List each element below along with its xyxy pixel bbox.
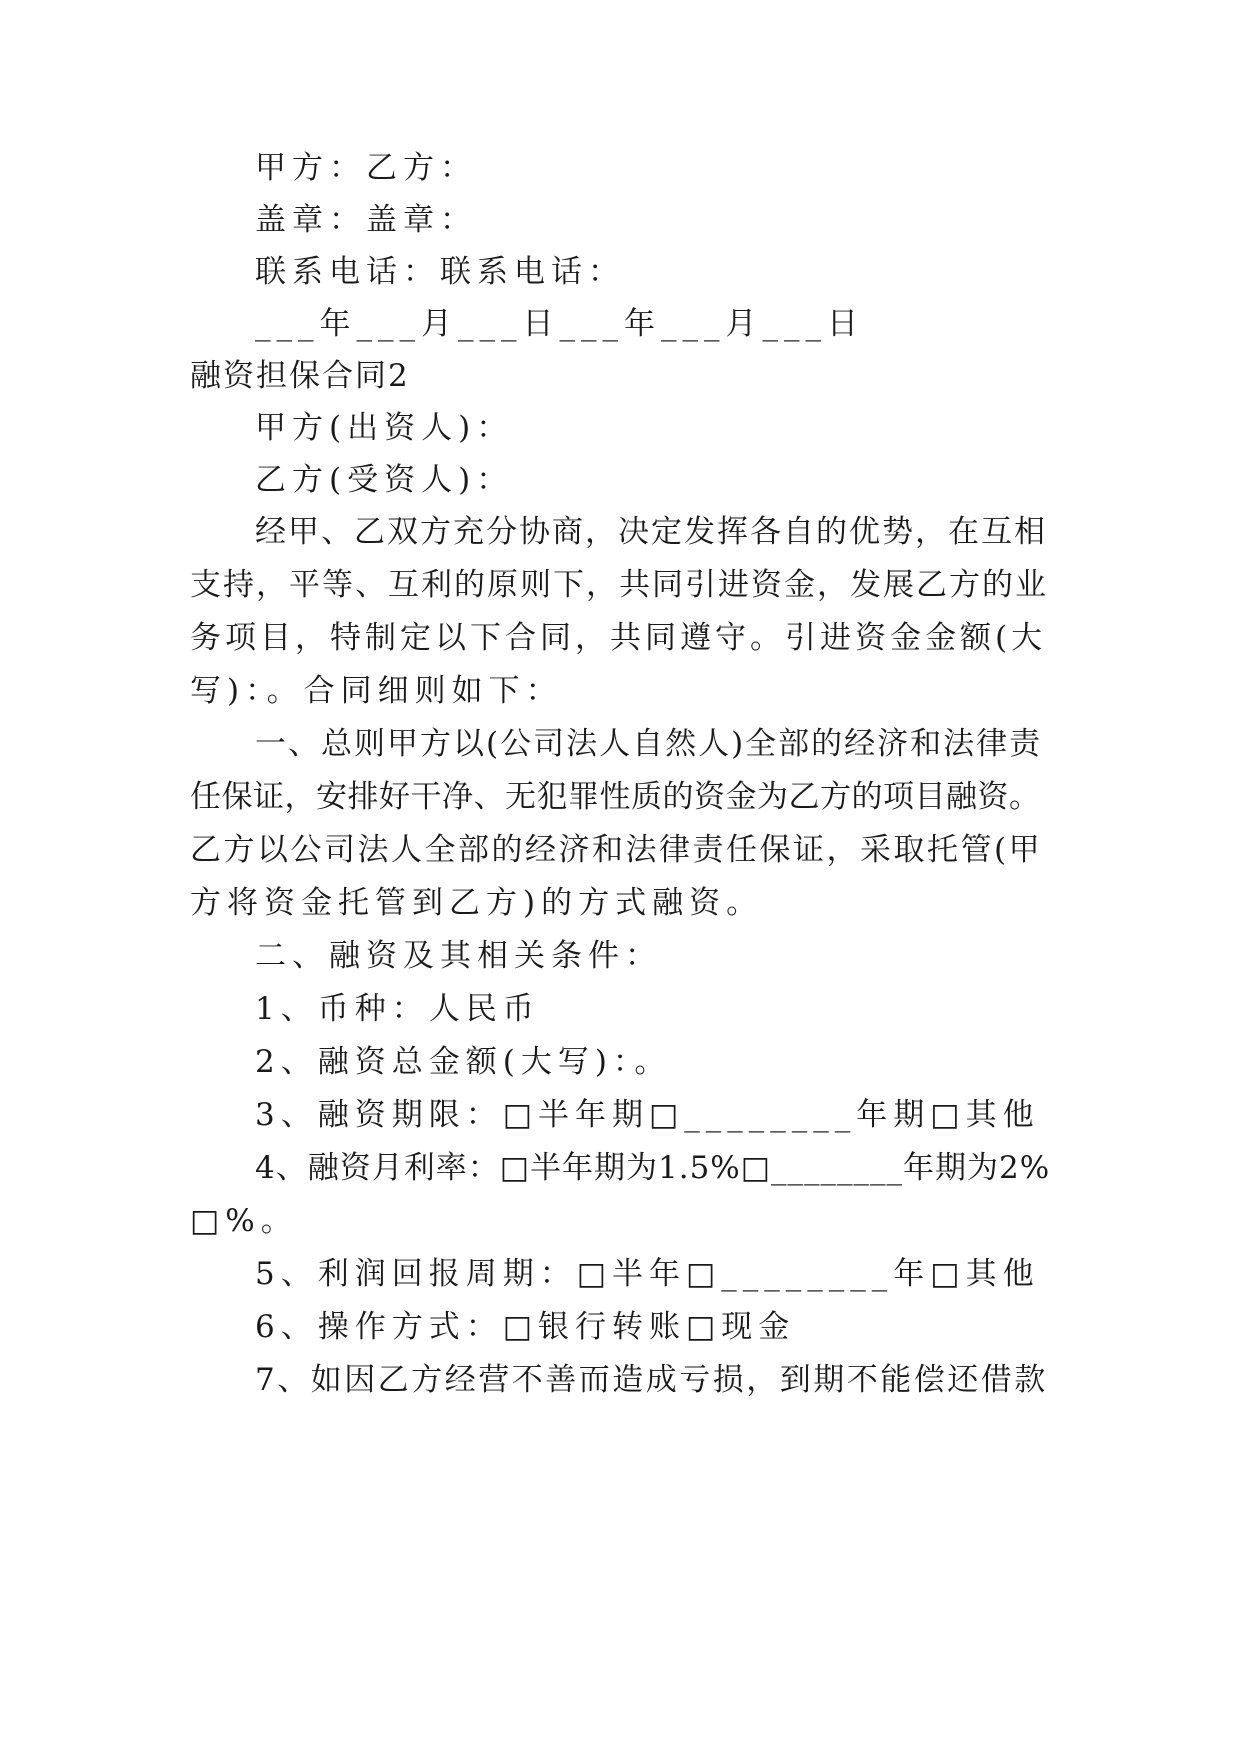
clause-one-line-1: 一、总则甲方以(公司法人自然人)全部的经济和法律责 <box>255 726 1043 762</box>
party-a: 甲方(出资人)： <box>255 410 514 446</box>
item-monthly-rate-cont: □%。 <box>190 1203 298 1239</box>
item-currency: 1、币种：人民币 <box>255 991 540 1027</box>
intro-line-3: 务项目，特制定以下合同，共同遵守。引进资金金额(大 <box>190 620 1047 656</box>
intro-line-4: 写)：。合同细则如下： <box>190 673 563 709</box>
item-total-amount: 2、融资总金额(大写)：。 <box>255 1044 672 1080</box>
item-monthly-rate: 4、融资月利率：□半年期为1.5%□________年期为2% <box>255 1150 1051 1186</box>
clause-one-line-3: 乙方以公司法人全部的经济和法律责任保证，采取托管(甲 <box>190 832 1043 868</box>
item-term: 3、融资期限：□半年期□________年期□其他 <box>255 1097 1040 1133</box>
party-b: 乙方(受资人)： <box>255 462 514 498</box>
signature-seal: 盖章：盖章： <box>255 202 477 238</box>
item-loss-clause: 7、如因乙方经营不善而造成亏损，到期不能偿还借款 <box>255 1362 1048 1398</box>
signature-phone: 联系电话：联系电话： <box>255 254 625 290</box>
signature-parties: 甲方：乙方： <box>255 150 477 186</box>
signature-date: ___年___月___日___年___月___日 <box>255 306 864 342</box>
item-operation-method: 6、操作方式：□银行转账□现金 <box>255 1309 796 1345</box>
clause-one-line-2: 任保证，安排好干净、无犯罪性质的资金为乙方的项目融资。 <box>190 779 1041 815</box>
intro-line-1: 经甲、乙双方充分协商，决定发挥各自的优势，在互相 <box>255 514 1047 550</box>
clause-one-line-4: 方将资金托管到乙方)的方式融资。 <box>190 885 764 921</box>
item-return-period: 5、利润回报周期：□半年□________年□其他 <box>255 1256 1040 1292</box>
section-title: 融资担保合同2 <box>190 358 410 394</box>
intro-line-2: 支持，平等、互利的原则下，共同引进资金，发展乙方的业 <box>190 567 1048 603</box>
clause-two-heading: 二、融资及其相关条件： <box>255 938 662 974</box>
